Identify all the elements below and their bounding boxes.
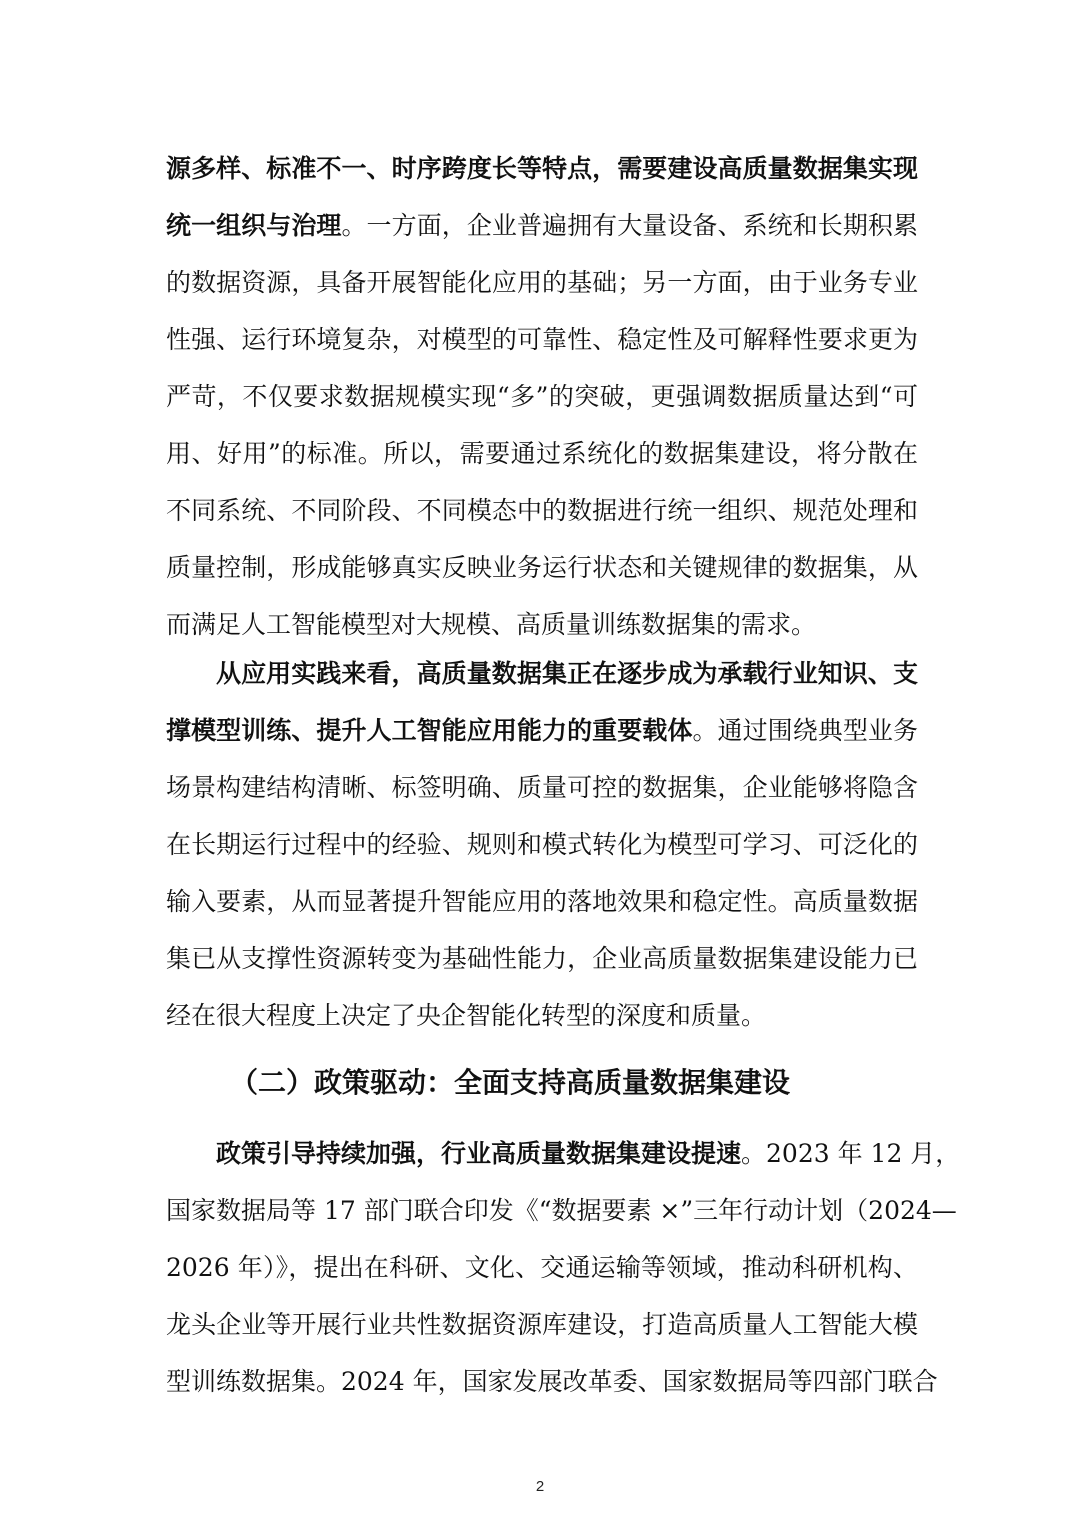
body-text: 。通过围绕典型业务: [692, 716, 918, 745]
text-line: [166, 1239, 918, 1296]
text-line: [166, 930, 918, 987]
body-text: 集已从支撑性资源转变为基础性能力，企业高质量数据集建设能力已: [166, 944, 918, 973]
bold-text: 从应用实践来看，高质量数据集正在逐步成为承载行业知识、支: [216, 659, 918, 688]
body-text: 2026 年）》，提出在科研、文化、交通运输等领域，推动科研机构、: [166, 1253, 918, 1282]
body-text: 型训练数据集。2024 年，国家发展改革委、国家数据局等四部门联合: [166, 1367, 938, 1396]
body-text: 性强、运行环境复杂，对模型的可靠性、稳定性及可解释性要求更为: [166, 325, 918, 354]
bold-text: 统一组织与治理: [166, 211, 342, 240]
text-line: [166, 254, 918, 311]
body-text: 。2023 年 12 月，: [741, 1139, 961, 1168]
text-line: [166, 759, 918, 816]
text-line: [166, 1125, 961, 1182]
section-heading: （二）政策驱动：全面支持高质量数据集建设: [230, 1066, 791, 1099]
body-text: 严苛，不仅要求数据规模实现“多”的突破，更强调数据质量达到“可: [166, 382, 918, 411]
body-text: 场景构建结构清晰、标签明确、质量可控的数据集，企业能够将隐含: [166, 773, 918, 802]
text-line: [166, 987, 918, 1044]
text-line: [166, 1353, 938, 1410]
bold-text: 政策引导持续加强，行业高质量数据集建设提速: [216, 1139, 742, 1168]
body-text: 的数据资源，具备开展智能化应用的基础；另一方面，由于业务专业: [166, 268, 918, 297]
text-line: [166, 873, 918, 930]
body-text: 输入要素，从而显著提升智能应用的落地效果和稳定性。高质量数据: [166, 887, 918, 916]
text-line: [166, 539, 918, 596]
text-line: [166, 1182, 957, 1239]
paragraph-2: [166, 645, 918, 1044]
text-line: [166, 368, 918, 425]
paragraph-3: [166, 1125, 961, 1410]
bold-text: 撑模型训练、提升人工智能应用能力的重要载体: [166, 716, 693, 745]
bold-text: 源多样、标准不一、时序跨度长等特点，需要建设高质量数据集实现: [166, 154, 918, 183]
body-text: 龙头企业等开展行业共性数据资源库建设，打造高质量人工智能大模: [166, 1310, 918, 1339]
body-text: 质量控制，形成能够真实反映业务运行状态和关键规律的数据集，从: [166, 553, 918, 582]
text-line: [166, 816, 918, 873]
body-text: 不同系统、不同阶段、不同模态中的数据进行统一组织、规范处理和: [166, 496, 918, 525]
body-text: 在长期运行过程中的经验、规则和模式转化为模型可学习、可泛化的: [166, 830, 918, 859]
text-line: [166, 425, 918, 482]
body-text: 经在很大程度上决定了央企智能化转型的深度和质量。: [166, 1001, 767, 1030]
body-text: 国家数据局等 17 部门联合印发《“数据要素 ×”三年行动计划（2024—: [166, 1196, 957, 1225]
text-line: [166, 645, 918, 702]
text-line: [166, 311, 918, 368]
body-text: 而满足人工智能模型对大规模、高质量训练数据集的需求。: [166, 610, 817, 639]
text-line: [166, 197, 918, 254]
text-line: [166, 702, 918, 759]
text-line: [166, 140, 918, 197]
body-text: 用、好用”的标准。所以，需要通过系统化的数据集建设，将分散在: [166, 439, 918, 468]
page-number: 2: [535, 1478, 545, 1495]
paragraph-1: [166, 140, 918, 653]
text-line: [166, 1296, 918, 1353]
text-line: [166, 482, 918, 539]
body-text: 。一方面，企业普遍拥有大量设备、系统和长期积累: [341, 211, 918, 240]
